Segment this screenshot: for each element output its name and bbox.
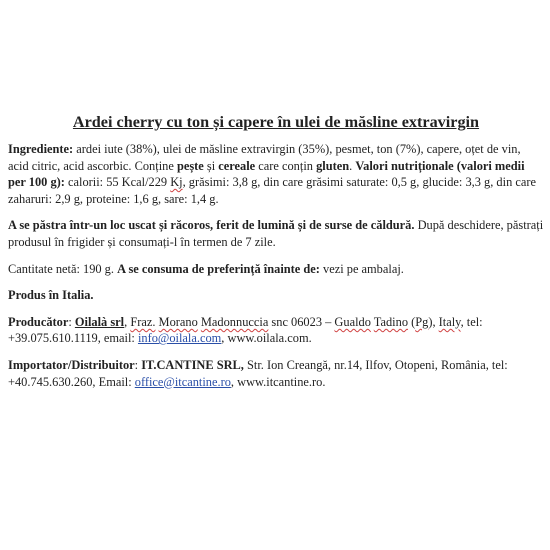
ingredients-text: ardei iute (38%), ulei de măsline extravirgin (35%), pesmet, ton (7%), capere, oțet de vin, acid citric, acid ascorbic. Conține (8, 142, 521, 173)
best-before-value: vezi pe ambalaj. (319, 261, 404, 276)
producer-website: , www.oilala.com. (221, 331, 312, 346)
importer-website: , www.itcantine.ro. (230, 374, 326, 389)
allergen-gluten: gluten (316, 158, 350, 173)
producer-addr-italy: Italy (438, 314, 461, 329)
importer-email-link[interactable]: office@itcantine.ro (134, 374, 231, 389)
producer-addr-morano: Morano (158, 314, 198, 329)
quantity-paragraph (8, 261, 544, 278)
producer-addr-madonnuccia: Madonnuccia (200, 314, 269, 329)
product-title: Ardei cherry cu ton și capere în ulei de măsline extravirgin (72, 113, 480, 131)
nutrition-text-2: , grăsimi: 3,8 g, din care grăsimi saturate: 0,5 g, glucide: 3,3 g, din care zaharuri: 2,9 g, proteine: 1,6 g, sare: 1,4 g. (8, 175, 536, 206)
importer-colon: : (134, 357, 142, 372)
origin-statement: Produs în Italia. (8, 288, 94, 303)
producer-colon: : (68, 314, 75, 329)
producer-addr-fraz: Fraz. (130, 314, 156, 329)
importer-label: Importator/Distribuitor (8, 357, 135, 372)
ingredients-label: Ingrediente: (8, 142, 74, 156)
net-quantity: Cantitate netă: 190 g. (8, 261, 118, 276)
ingredients-paragraph (8, 141, 544, 207)
producer-comma: , (124, 314, 131, 329)
importer-name: IT.CANTINE SRL, (141, 357, 244, 372)
storage-instructions: A se păstra într-un loc uscat și răcoros, ferit de lumină și de surse de căldură. (8, 218, 415, 233)
best-before-label: A se consuma de preferință înainte de: (117, 261, 320, 276)
producer-email-link[interactable]: info@oilala.com (137, 331, 222, 346)
producer-paragraph (8, 314, 544, 347)
producer-addr-tadino: Tadino (373, 314, 409, 329)
producer-addr-gualdo: Gualdo (334, 314, 371, 329)
storage-paragraph (8, 217, 544, 250)
ingredients-sep: . (349, 158, 356, 173)
importer-paragraph (8, 357, 544, 390)
producer-phone: , tel: +39.075.610.1119, email: (8, 314, 483, 346)
producer-name: Oilalà srl (74, 314, 125, 329)
allergen-cereals: cereale (218, 158, 256, 173)
nutrition-text-1: calorii: 55 Kcal/229 (64, 175, 171, 190)
nutrition-kj: Kj (170, 175, 183, 190)
producer-label: Producător (8, 314, 69, 329)
producer-paren-open: ( (408, 314, 416, 329)
producer-addr-postal: snc 06023 – (268, 314, 335, 329)
importer-address: Str. Ion Creangă, nr.14, Ilfov, Otopeni, România, tel: +40.745.630.260, Email: (8, 357, 508, 389)
producer-paren-close: ), (428, 314, 439, 329)
producer-addr-pg: Pg (415, 314, 429, 329)
allergen-fish: pește (176, 158, 204, 173)
storage-after-opening: După deschidere, păstrați produsul în frigider și consumați-l în termen de 7 zile. (8, 218, 544, 249)
ingredients-contain: care conțin (255, 158, 317, 173)
nutrition-label: Valori nutriționale (valori medii per 100 g): (8, 158, 525, 190)
ingredients-and: și (203, 158, 219, 173)
